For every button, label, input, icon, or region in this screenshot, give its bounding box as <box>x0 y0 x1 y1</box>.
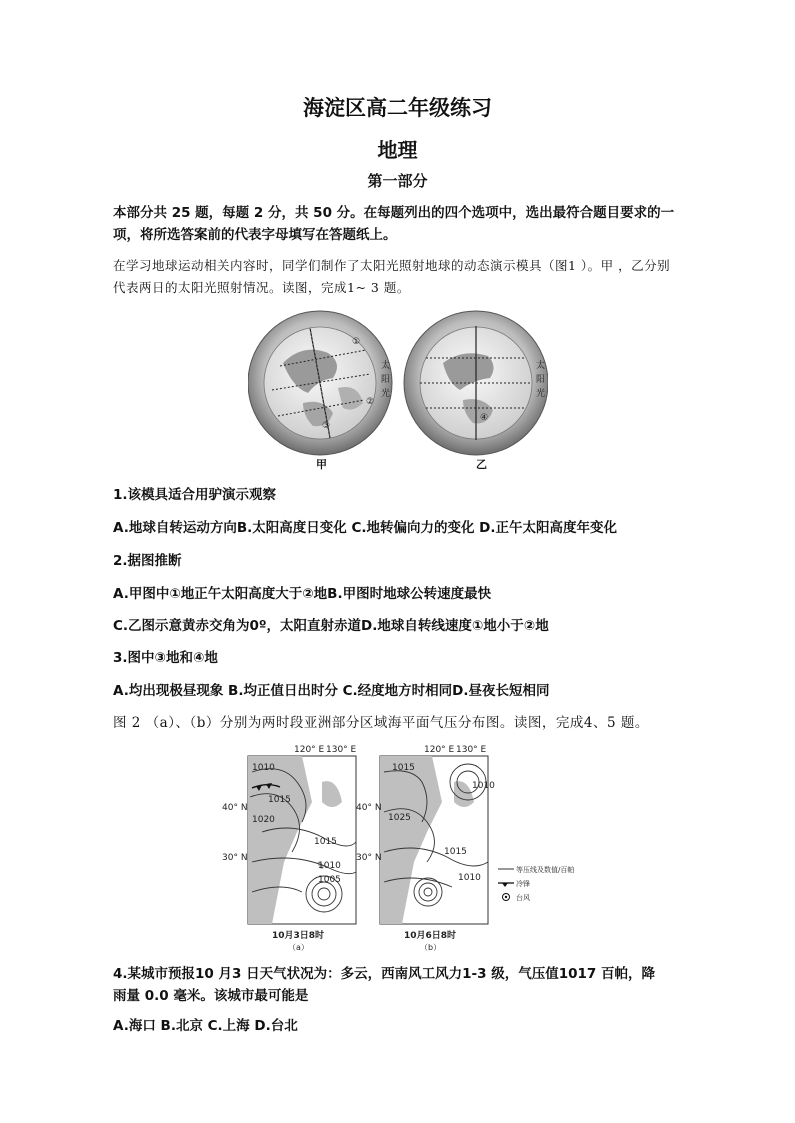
svg-text:太: 太 <box>381 361 391 371</box>
svg-text:1015: 1015 <box>314 837 337 847</box>
svg-text:1025: 1025 <box>388 813 411 823</box>
lon-120-b: 120° E <box>424 745 455 755</box>
q1-options: A.地球自转运动方向B.太阳高度日变化 C.地转偏向力的变化 D.正午太阳高度年变化 <box>113 520 618 536</box>
figure1-label-b: 乙 <box>476 458 487 471</box>
lon-130-a: 130° E <box>326 745 357 755</box>
lat-30-b: 30° N <box>356 853 382 863</box>
svg-text:1015: 1015 <box>444 847 467 857</box>
svg-text:阳: 阳 <box>536 375 546 385</box>
caption-b-date: 10月6日8时 <box>404 931 457 941</box>
intro-figure1: 在学习地球运动相关内容时，同学们制作了太阳光照射地球的动态演示模具（图1 ）。甲 ，乙分别代表两日的太阳光照射情况。读图，完成1~ 3 题。 <box>113 258 671 295</box>
figure2-legend <box>498 865 574 902</box>
subject-title: 地理 <box>377 138 418 162</box>
q4-stem-2: 雨量 0.0 毫米。该城市最可能是 <box>113 988 309 1004</box>
lon-130-b: 130° E <box>456 745 487 755</box>
figure1-globe-models <box>248 308 548 468</box>
caption-a-date: 10月3日8时 <box>272 931 325 941</box>
sun-label-a <box>381 359 390 399</box>
svg-text:光: 光 <box>536 389 546 399</box>
q4-stem-1: 4.某城市预报10 月3 日天气状况为：多云，西南风工风力1-3 级，气压值1017 百帕，降 <box>113 966 655 982</box>
svg-text:太: 太 <box>536 361 546 371</box>
marker-1: ① <box>352 337 361 347</box>
svg-text:阳: 阳 <box>381 375 391 385</box>
q2-options-2: C.乙图示意黄赤交角为0º，太阳直射赤道D.地球自转线速度①地小于②地 <box>113 618 549 634</box>
marker-3: ③ <box>322 421 331 431</box>
svg-text:光: 光 <box>381 389 391 399</box>
svg-text:1005: 1005 <box>318 875 341 885</box>
instructions: 本部分共 25 题，每题 2 分，共 50 分。在每题列出的四个选项中，选出最符合题目要求的一项，将所选答案前的代表字母填写在答题纸上。 <box>113 205 675 243</box>
lat-40-b: 40° N <box>356 803 382 813</box>
svg-text:冷锋: 冷锋 <box>516 880 530 888</box>
map-a <box>248 756 356 924</box>
exam-title: 海淀区高二年级练习 <box>303 96 492 120</box>
q2-options-1: A.甲图中①地正午太阳高度大于②地B.甲图时地球公转速度最快 <box>113 586 492 602</box>
caption-b-tag: （b） <box>420 943 442 952</box>
svg-text:1020: 1020 <box>252 815 275 825</box>
q2-stem: 2.据图推断 <box>113 553 182 569</box>
svg-text:台风: 台风 <box>516 894 530 902</box>
figure2-pressure-maps <box>222 742 582 952</box>
svg-text:等压线及数值/百帕: 等压线及数值/百帕 <box>516 866 575 874</box>
intro-figure2: 图 2 （a）、（b）分别为两时段亚洲部分区域海平面气压分布图。读图，完成4、5 题。 <box>113 715 649 731</box>
sun-label-b <box>536 359 545 399</box>
svg-text:1010: 1010 <box>252 763 275 773</box>
svg-text:1015: 1015 <box>392 763 415 773</box>
q3-options: A.均出现极昼现象 B.均正值日出时分 C.经度地方时相同D.昼夜长短相同 <box>113 683 550 699</box>
svg-text:1015: 1015 <box>268 795 291 805</box>
globe-a <box>248 311 392 455</box>
q3-stem: 3.图中③地和④地 <box>113 650 218 666</box>
q1-stem: 1.该模具适合用驴演示观察 <box>113 487 277 503</box>
lat-30-a: 30° N <box>222 853 248 863</box>
lon-120-a: 120° E <box>294 745 325 755</box>
map-b <box>380 756 495 924</box>
part-title: 第一部分 <box>367 172 428 190</box>
figure1-label-a: 甲 <box>316 458 327 471</box>
svg-text:1010: 1010 <box>318 861 341 871</box>
svg-text:1010: 1010 <box>458 873 481 883</box>
globe-b <box>404 311 548 455</box>
marker-2: ② <box>366 397 375 407</box>
q4-options: A.海口 B.北京 C.上海 D.台北 <box>113 1018 298 1034</box>
lat-40-a: 40° N <box>222 803 248 813</box>
caption-a-tag: （a） <box>288 943 309 952</box>
marker-4: ④ <box>480 413 489 423</box>
svg-text:1010: 1010 <box>472 781 495 791</box>
